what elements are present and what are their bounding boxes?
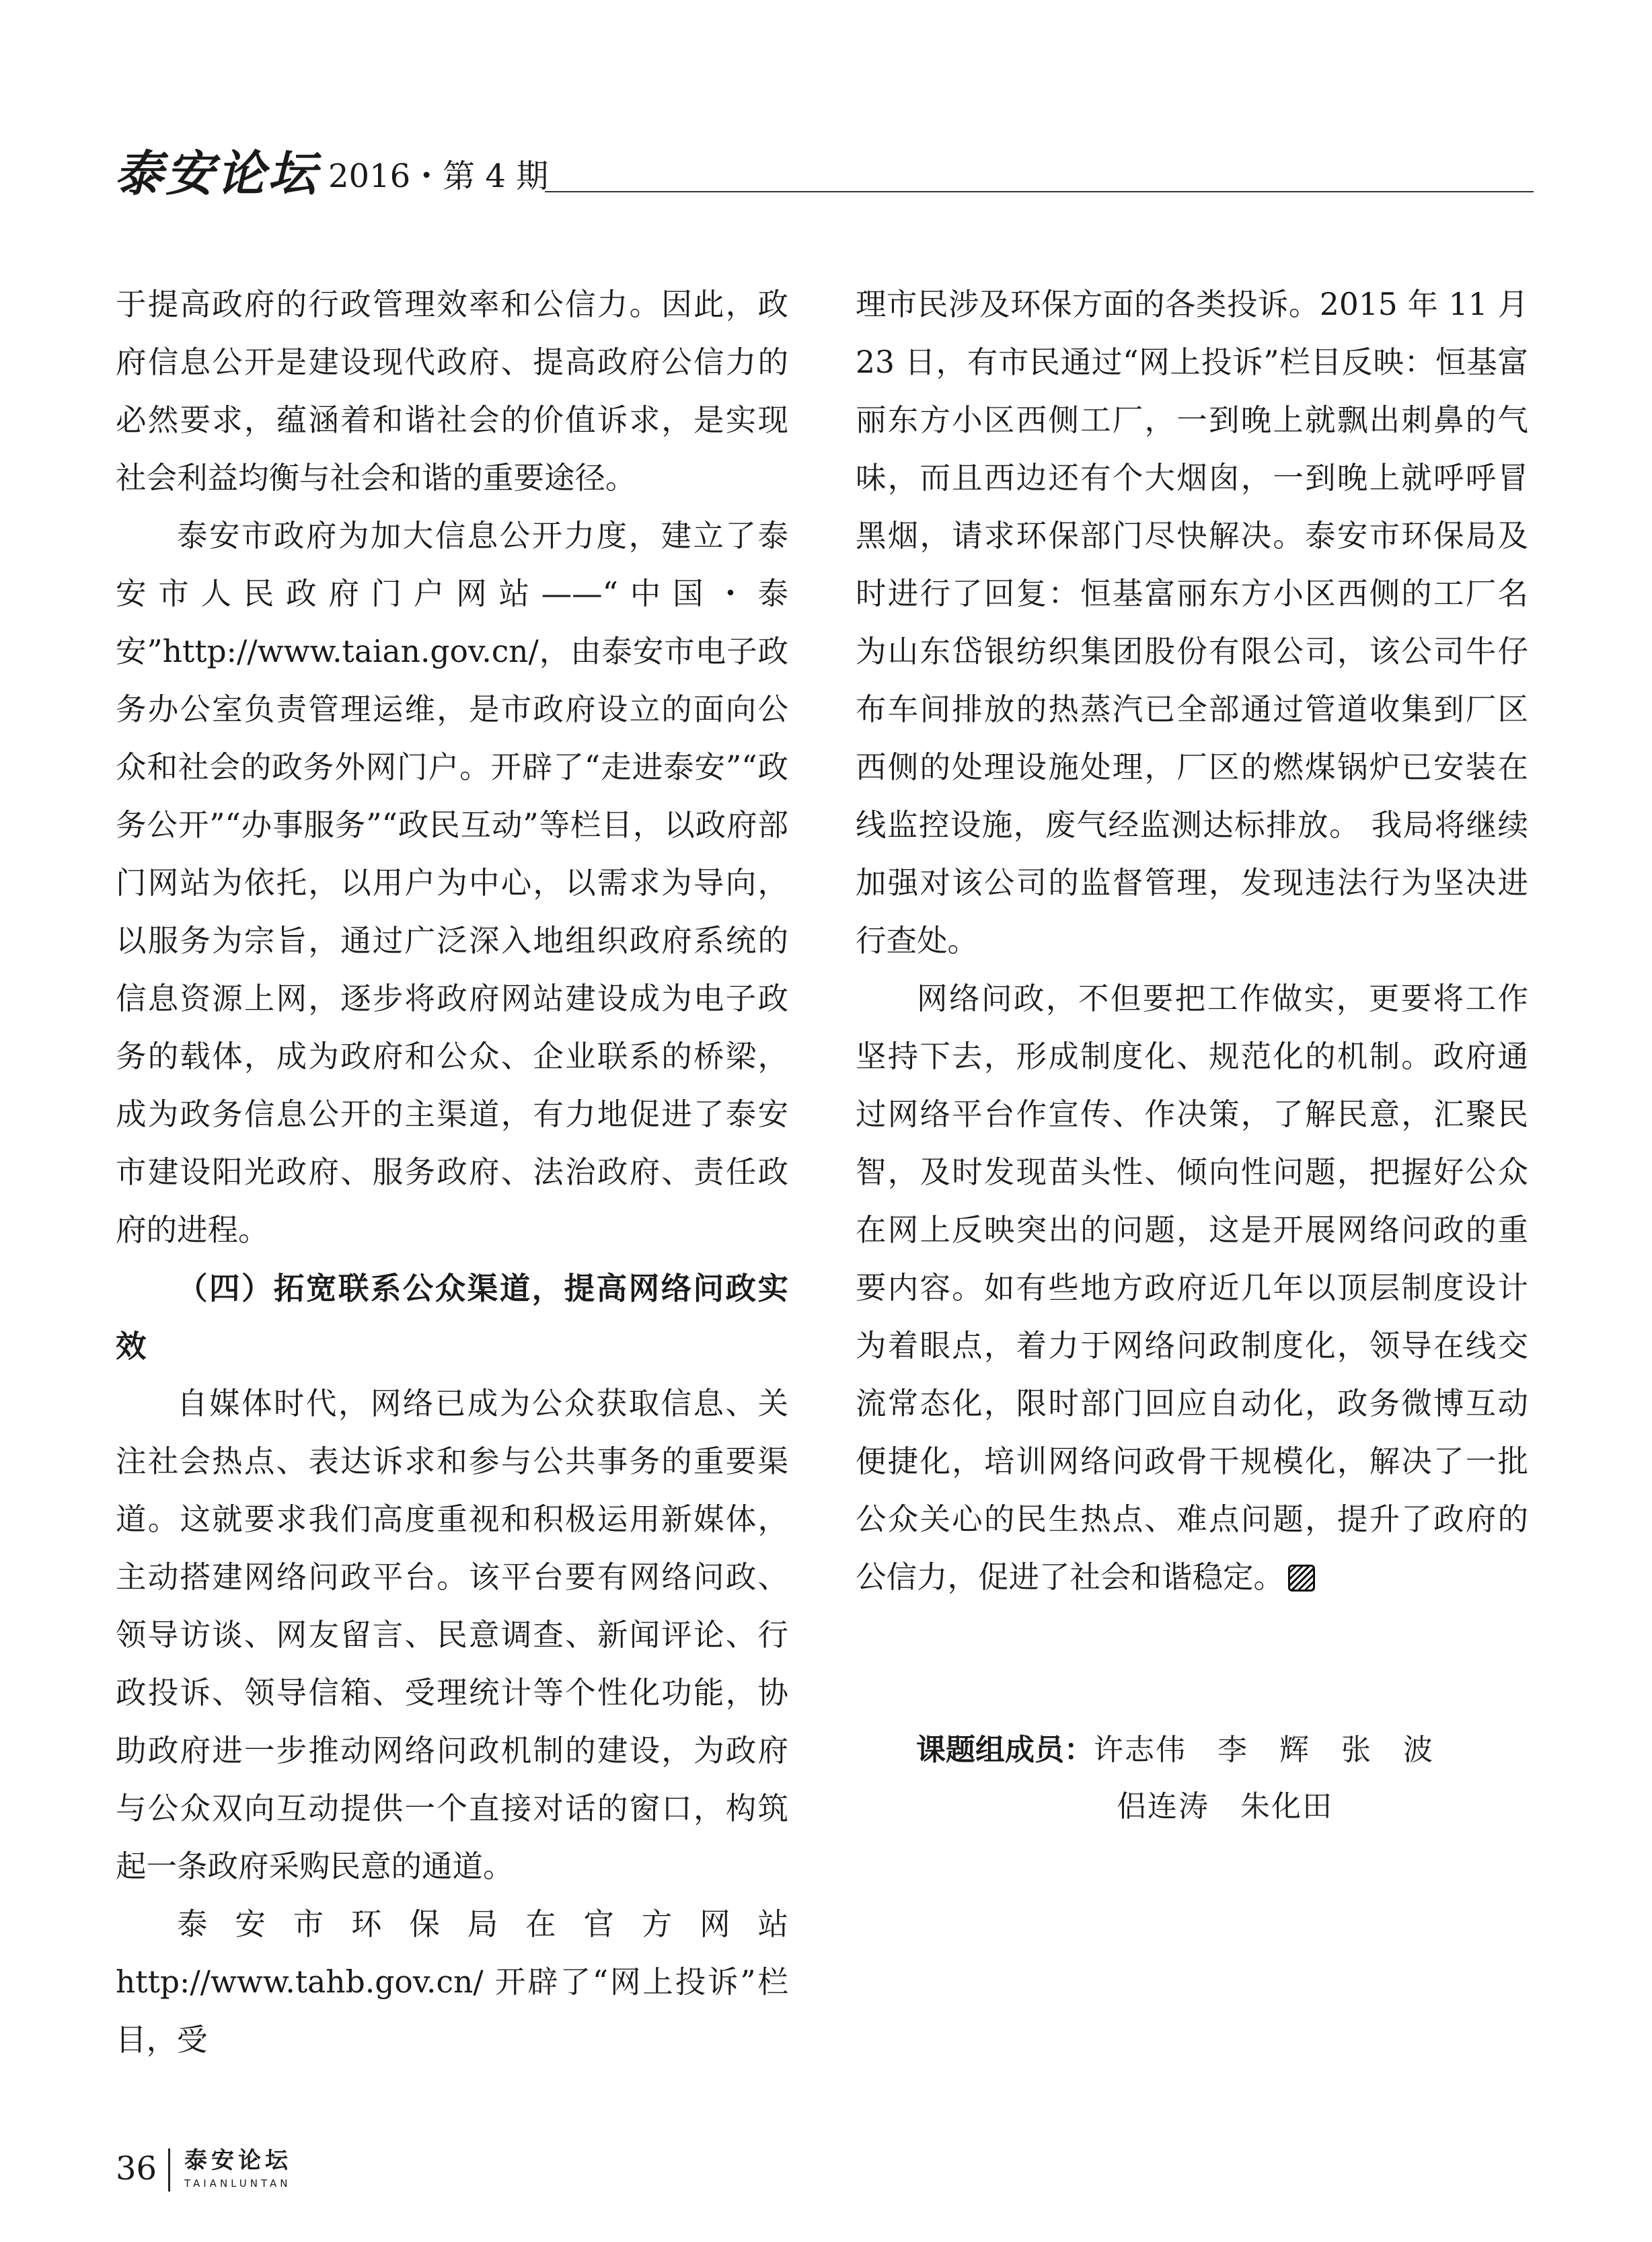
paragraph-final	[856, 970, 1528, 1606]
paragraph-continued: 于提高政府的行政管理效率和公信力。因此，政府信息公开是建设现代政府、提高政府公信力的必然要求，蕴涵着和谐社会的价值诉求，是实现社会利益均衡与社会和谐的重要途径。	[116, 287, 788, 496]
paragraph-final-text: 网络问政，不但要把工作做实，更要将工作坚持下去，形成制度化、规范化的机制。政府通过网络平台作宣传、作决策，了解民意，汇聚民智，及时发现苗头性、倾向性问题，把握好公众在网上反映突出的问题，这是开展网络问政的重要内容。如有些地方政府近几年以顶层制度设计为着眼点，着力于网络问政制度化，领导在线交流常态化，限时部门回应自动化，政务微博互动便捷化，培训网络问政骨干规模化，解决了一批公众关心的民生热点、难点问题，提升了政府的公信力，促进了社会和谐稳定。	[856, 981, 1528, 1595]
page-number: 36	[116, 2150, 157, 2188]
section-heading: （四）拓宽联系公众渠道，提高网络问政实效	[116, 1270, 788, 1364]
members-names-2: 侣连涛 朱化田	[1117, 1789, 1333, 1824]
footer-divider	[168, 2148, 170, 2192]
header-rule	[545, 191, 1534, 192]
paragraph: 自媒体时代，网络已成为公众获取信息、关注社会热点、表达诉求和参与公共事务的重要渠道。这就要求我们高度重视和积极运用新媒体，主动搭建网络问政平台。该平台要有网络问政、领导访谈、网友留言、民意调查、新闻评论、行政投诉、领导信箱、受理统计等个性化功能，协助政府进一步推动网络问政机制的建设，为政府与公众双向互动提供一个直接对话的窗口，构筑起一条政府采购民意的通道。	[116, 1386, 788, 1884]
members-line-1	[916, 1722, 1434, 1779]
running-header	[114, 147, 1534, 200]
paragraph: 泰安市环保局在官方网站 http://www.tahb.gov.cn/ 开辟了“网上投诉”栏目，受	[116, 1906, 788, 2058]
members-label: 课题组成员：	[916, 1733, 1094, 1767]
journal-seal-icon	[1288, 1565, 1315, 1592]
members-names-1: 许志伟 李 辉 张 波	[1094, 1733, 1434, 1767]
research-group-members	[916, 1722, 1434, 1835]
right-column	[856, 276, 1528, 1606]
issue-number: 2016・第 4 期	[328, 157, 549, 195]
paragraph-continued: 理市民涉及环保方面的各类投诉。2015 年 11 月 23 日，有市民通过“网上投诉”栏目反映：恒基富丽东方小区西侧工厂，一到晚上就飘出刺鼻的气味，而且西边还有个大烟囱，一到晚上就呼呼冒黑烟，请求环保部门尽快解决。泰安市环保局及时进行了回复：恒基富丽东方小区西侧的工厂名为山东岱银纺织集团股份有限公司，该公司牛仔布车间排放的热蒸汽已全部通过管道收集到厂区西侧的处理设施处理，厂区的燃煤锅炉已安装在线监控设施，废气经监测达标排放。 我局将继续加强对该公司的监督管理，发现违法行为坚决进行查处。	[856, 287, 1528, 959]
footer-journal-name: 泰安论坛	[184, 2147, 292, 2174]
left-column	[116, 276, 788, 2069]
journal-name: 泰安论坛	[114, 145, 320, 202]
paragraph: 泰安市政府为加大信息公开力度，建立了泰安市人民政府门户网站——“中国・泰安”http://www.taian.gov.cn/，由泰安市电子政务办公室负责管理运维，是市政府设立的面向公众和社会的政务外网门户。开辟了“走进泰安”“政务公开”“办事服务”“政民互动”等栏目，以政府部门网站为依托，以用户为中心，以需求为导向，以服务为宗旨，通过广泛深入地组织政府系统的信息资源上网，逐步将政府网站建设成为电子政务的载体，成为政府和公众、企业联系的桥梁，成为政务信息公开的主渠道，有力地促进了泰安市建设阳光政府、服务政府、法治政府、责任政府的进程。	[116, 518, 788, 1248]
footer-journal-latin: TAIANLUNTAN	[184, 2177, 291, 2190]
